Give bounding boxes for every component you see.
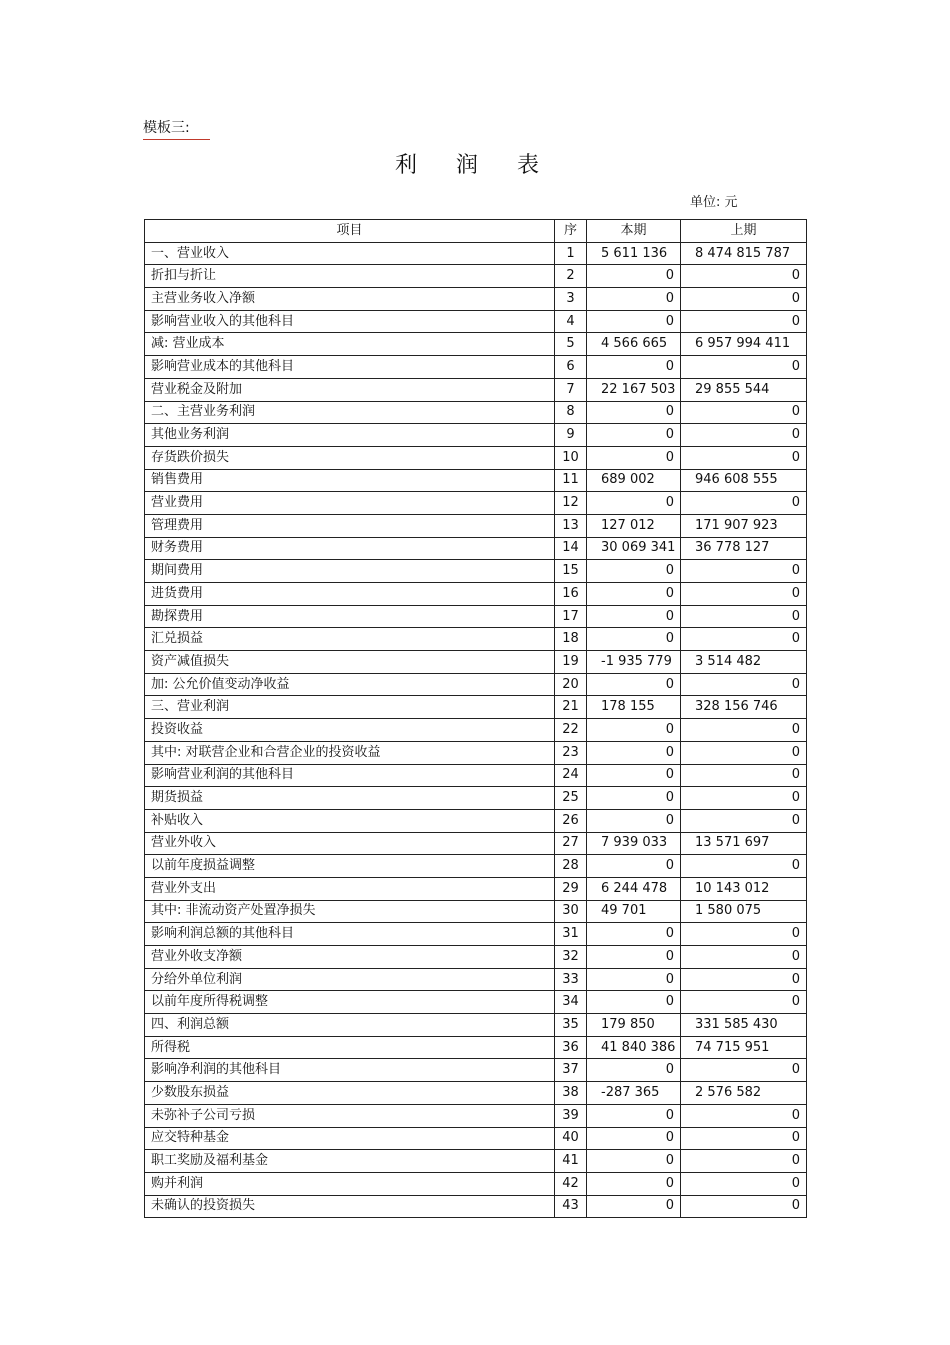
previous-cell: 0 xyxy=(681,401,807,424)
table-row xyxy=(145,991,807,1014)
seq-cell: 17 xyxy=(555,605,587,628)
item-cell: 折扣与折让 xyxy=(145,265,555,288)
item-cell: 投资收益 xyxy=(145,719,555,742)
previous-cell: 0 xyxy=(681,288,807,311)
previous-cell: 36 778 127 xyxy=(681,537,807,560)
current-cell: 689 002 xyxy=(587,469,681,492)
item-cell: 期间费用 xyxy=(145,560,555,583)
current-cell: 0 xyxy=(587,809,681,832)
current-cell: 178 155 xyxy=(587,696,681,719)
item-cell: 勘探费用 xyxy=(145,605,555,628)
item-cell: 减: 营业成本 xyxy=(145,333,555,356)
seq-cell: 37 xyxy=(555,1059,587,1082)
item-cell: 其他业务利润 xyxy=(145,424,555,447)
header-current: 本期 xyxy=(587,220,681,243)
item-cell: 三、营业利润 xyxy=(145,696,555,719)
previous-cell: 0 xyxy=(681,1172,807,1195)
seq-cell: 18 xyxy=(555,628,587,651)
seq-cell: 28 xyxy=(555,855,587,878)
current-cell: 0 xyxy=(587,446,681,469)
current-cell: 0 xyxy=(587,605,681,628)
seq-cell: 19 xyxy=(555,651,587,674)
seq-cell: 33 xyxy=(555,968,587,991)
item-cell: 以前年度所得税调整 xyxy=(145,991,555,1014)
previous-cell: 0 xyxy=(681,1150,807,1173)
current-cell: 49 701 xyxy=(587,900,681,923)
previous-cell: 0 xyxy=(681,492,807,515)
item-cell: 未弥补子公司亏损 xyxy=(145,1104,555,1127)
previous-cell: 6 957 994 411 xyxy=(681,333,807,356)
current-cell: 41 840 386 xyxy=(587,1036,681,1059)
current-cell: 0 xyxy=(587,741,681,764)
previous-cell: 0 xyxy=(681,265,807,288)
seq-cell: 2 xyxy=(555,265,587,288)
current-cell: 0 xyxy=(587,356,681,379)
previous-cell: 0 xyxy=(681,809,807,832)
seq-cell: 9 xyxy=(555,424,587,447)
seq-cell: 42 xyxy=(555,1172,587,1195)
previous-cell: 328 156 746 xyxy=(681,696,807,719)
seq-cell: 41 xyxy=(555,1150,587,1173)
item-cell: 营业外收入 xyxy=(145,832,555,855)
item-cell: 影响营业成本的其他科目 xyxy=(145,356,555,379)
table-row xyxy=(145,288,807,311)
current-cell: 5 611 136 xyxy=(587,242,681,265)
current-cell: 127 012 xyxy=(587,514,681,537)
table-row xyxy=(145,764,807,787)
previous-cell: 0 xyxy=(681,741,807,764)
table-row xyxy=(145,560,807,583)
table-row xyxy=(145,877,807,900)
current-cell: 0 xyxy=(587,1172,681,1195)
table-row xyxy=(145,424,807,447)
page-title: 利 润 表 xyxy=(395,153,555,178)
current-cell: 0 xyxy=(587,265,681,288)
seq-cell: 38 xyxy=(555,1082,587,1105)
seq-cell: 34 xyxy=(555,991,587,1014)
previous-cell: 0 xyxy=(681,1127,807,1150)
previous-cell: 0 xyxy=(681,446,807,469)
seq-cell: 15 xyxy=(555,560,587,583)
seq-cell: 25 xyxy=(555,787,587,810)
previous-cell: 946 608 555 xyxy=(681,469,807,492)
item-cell: 营业税金及附加 xyxy=(145,378,555,401)
item-cell: 一、营业收入 xyxy=(145,242,555,265)
table-row xyxy=(145,583,807,606)
seq-cell: 30 xyxy=(555,900,587,923)
previous-cell: 2 576 582 xyxy=(681,1082,807,1105)
table-row xyxy=(145,1104,807,1127)
current-cell: 0 xyxy=(587,1059,681,1082)
table-row xyxy=(145,651,807,674)
previous-cell: 29 855 544 xyxy=(681,378,807,401)
seq-cell: 3 xyxy=(555,288,587,311)
item-cell: 影响净利润的其他科目 xyxy=(145,1059,555,1082)
previous-cell: 0 xyxy=(681,424,807,447)
table-body xyxy=(145,242,807,1218)
item-cell: 以前年度损益调整 xyxy=(145,855,555,878)
header-item: 项目 xyxy=(145,220,555,243)
item-cell: 职工奖励及福利基金 xyxy=(145,1150,555,1173)
table-row xyxy=(145,310,807,333)
seq-cell: 21 xyxy=(555,696,587,719)
item-cell: 存货跌价损失 xyxy=(145,446,555,469)
table-row xyxy=(145,469,807,492)
table-row xyxy=(145,514,807,537)
table-row xyxy=(145,741,807,764)
seq-cell: 40 xyxy=(555,1127,587,1150)
previous-cell: 171 907 923 xyxy=(681,514,807,537)
previous-cell: 0 xyxy=(681,719,807,742)
table-row xyxy=(145,378,807,401)
previous-cell: 0 xyxy=(681,310,807,333)
unit-label: 单位: 元 xyxy=(690,195,738,210)
current-cell: 179 850 xyxy=(587,1014,681,1037)
table-row xyxy=(145,1127,807,1150)
current-cell: 0 xyxy=(587,991,681,1014)
income-statement-table xyxy=(144,219,807,1218)
seq-cell: 1 xyxy=(555,242,587,265)
table-row xyxy=(145,787,807,810)
previous-cell: 0 xyxy=(681,356,807,379)
table-row xyxy=(145,446,807,469)
previous-cell: 0 xyxy=(681,605,807,628)
table-row xyxy=(145,537,807,560)
table-row xyxy=(145,356,807,379)
table-row xyxy=(145,696,807,719)
item-cell: 二、主营业务利润 xyxy=(145,401,555,424)
previous-cell: 331 585 430 xyxy=(681,1014,807,1037)
header-seq: 序 xyxy=(555,220,587,243)
item-cell: 其中: 非流动资产处置净损失 xyxy=(145,900,555,923)
current-cell: 0 xyxy=(587,719,681,742)
current-cell: 0 xyxy=(587,764,681,787)
item-cell: 汇兑损益 xyxy=(145,628,555,651)
item-cell: 主营业务收入净额 xyxy=(145,288,555,311)
item-cell: 期货损益 xyxy=(145,787,555,810)
table-row xyxy=(145,401,807,424)
table-row xyxy=(145,1059,807,1082)
table-row xyxy=(145,832,807,855)
item-cell: 进货费用 xyxy=(145,583,555,606)
header-previous: 上期 xyxy=(681,220,807,243)
previous-cell: 0 xyxy=(681,628,807,651)
seq-cell: 4 xyxy=(555,310,587,333)
table-row xyxy=(145,673,807,696)
current-cell: 0 xyxy=(587,492,681,515)
current-cell: 0 xyxy=(587,1195,681,1218)
table-header-row xyxy=(145,220,807,243)
previous-cell: 8 474 815 787 xyxy=(681,242,807,265)
previous-cell: 74 715 951 xyxy=(681,1036,807,1059)
table-row xyxy=(145,719,807,742)
current-cell: 0 xyxy=(587,628,681,651)
template-label-underline xyxy=(143,139,210,140)
current-cell: 0 xyxy=(587,424,681,447)
table-row xyxy=(145,605,807,628)
item-cell: 加: 公允价值变动净收益 xyxy=(145,673,555,696)
current-cell: 0 xyxy=(587,787,681,810)
template-label: 模板三: xyxy=(143,120,190,136)
item-cell: 四、利润总额 xyxy=(145,1014,555,1037)
seq-cell: 10 xyxy=(555,446,587,469)
previous-cell: 0 xyxy=(681,1195,807,1218)
seq-cell: 31 xyxy=(555,923,587,946)
table-row xyxy=(145,809,807,832)
seq-cell: 16 xyxy=(555,583,587,606)
table-row xyxy=(145,1195,807,1218)
current-cell: 0 xyxy=(587,923,681,946)
seq-cell: 7 xyxy=(555,378,587,401)
previous-cell: 13 571 697 xyxy=(681,832,807,855)
seq-cell: 12 xyxy=(555,492,587,515)
item-cell: 未确认的投资损失 xyxy=(145,1195,555,1218)
table-row xyxy=(145,628,807,651)
item-cell: 购并利润 xyxy=(145,1172,555,1195)
item-cell: 财务费用 xyxy=(145,537,555,560)
table-row xyxy=(145,923,807,946)
seq-cell: 5 xyxy=(555,333,587,356)
table-row xyxy=(145,265,807,288)
current-cell: 6 244 478 xyxy=(587,877,681,900)
previous-cell: 0 xyxy=(681,968,807,991)
seq-cell: 39 xyxy=(555,1104,587,1127)
previous-cell: 0 xyxy=(681,583,807,606)
previous-cell: 3 514 482 xyxy=(681,651,807,674)
item-cell: 营业外支出 xyxy=(145,877,555,900)
item-cell: 影响营业收入的其他科目 xyxy=(145,310,555,333)
item-cell: 分给外单位利润 xyxy=(145,968,555,991)
previous-cell: 0 xyxy=(681,991,807,1014)
current-cell: 0 xyxy=(587,946,681,969)
table-row xyxy=(145,946,807,969)
seq-cell: 8 xyxy=(555,401,587,424)
seq-cell: 6 xyxy=(555,356,587,379)
item-cell: 营业费用 xyxy=(145,492,555,515)
item-cell: 其中: 对联营企业和合营企业的投资收益 xyxy=(145,741,555,764)
seq-cell: 32 xyxy=(555,946,587,969)
current-cell: 0 xyxy=(587,1127,681,1150)
table-row xyxy=(145,855,807,878)
previous-cell: 0 xyxy=(681,787,807,810)
current-cell: 0 xyxy=(587,583,681,606)
item-cell: 少数股东损益 xyxy=(145,1082,555,1105)
seq-cell: 13 xyxy=(555,514,587,537)
table-row xyxy=(145,1172,807,1195)
current-cell: 0 xyxy=(587,968,681,991)
seq-cell: 23 xyxy=(555,741,587,764)
table-row xyxy=(145,968,807,991)
current-cell: -287 365 xyxy=(587,1082,681,1105)
previous-cell: 10 143 012 xyxy=(681,877,807,900)
current-cell: -1 935 779 xyxy=(587,651,681,674)
table-row xyxy=(145,1082,807,1105)
item-cell: 补贴收入 xyxy=(145,809,555,832)
item-cell: 应交特种基金 xyxy=(145,1127,555,1150)
current-cell: 30 069 341 xyxy=(587,537,681,560)
item-cell: 营业外收支净额 xyxy=(145,946,555,969)
previous-cell: 0 xyxy=(681,673,807,696)
table-row xyxy=(145,1150,807,1173)
previous-cell: 0 xyxy=(681,855,807,878)
current-cell: 4 566 665 xyxy=(587,333,681,356)
previous-cell: 0 xyxy=(681,560,807,583)
table-row xyxy=(145,1014,807,1037)
seq-cell: 43 xyxy=(555,1195,587,1218)
current-cell: 0 xyxy=(587,401,681,424)
previous-cell: 0 xyxy=(681,1059,807,1082)
seq-cell: 20 xyxy=(555,673,587,696)
previous-cell: 0 xyxy=(681,946,807,969)
table-row xyxy=(145,333,807,356)
current-cell: 0 xyxy=(587,310,681,333)
seq-cell: 27 xyxy=(555,832,587,855)
seq-cell: 35 xyxy=(555,1014,587,1037)
seq-cell: 22 xyxy=(555,719,587,742)
seq-cell: 36 xyxy=(555,1036,587,1059)
table-row xyxy=(145,492,807,515)
item-cell: 销售费用 xyxy=(145,469,555,492)
previous-cell: 0 xyxy=(681,764,807,787)
current-cell: 7 939 033 xyxy=(587,832,681,855)
table-row xyxy=(145,900,807,923)
current-cell: 0 xyxy=(587,560,681,583)
item-cell: 所得税 xyxy=(145,1036,555,1059)
item-cell: 影响利润总额的其他科目 xyxy=(145,923,555,946)
seq-cell: 29 xyxy=(555,877,587,900)
item-cell: 影响营业利润的其他科目 xyxy=(145,764,555,787)
item-cell: 资产减值损失 xyxy=(145,651,555,674)
seq-cell: 26 xyxy=(555,809,587,832)
current-cell: 0 xyxy=(587,1150,681,1173)
current-cell: 0 xyxy=(587,673,681,696)
table-row xyxy=(145,242,807,265)
table-row xyxy=(145,1036,807,1059)
current-cell: 0 xyxy=(587,1104,681,1127)
current-cell: 0 xyxy=(587,288,681,311)
previous-cell: 1 580 075 xyxy=(681,900,807,923)
current-cell: 0 xyxy=(587,855,681,878)
item-cell: 管理费用 xyxy=(145,514,555,537)
previous-cell: 0 xyxy=(681,1104,807,1127)
seq-cell: 14 xyxy=(555,537,587,560)
seq-cell: 24 xyxy=(555,764,587,787)
previous-cell: 0 xyxy=(681,923,807,946)
current-cell: 22 167 503 xyxy=(587,378,681,401)
seq-cell: 11 xyxy=(555,469,587,492)
